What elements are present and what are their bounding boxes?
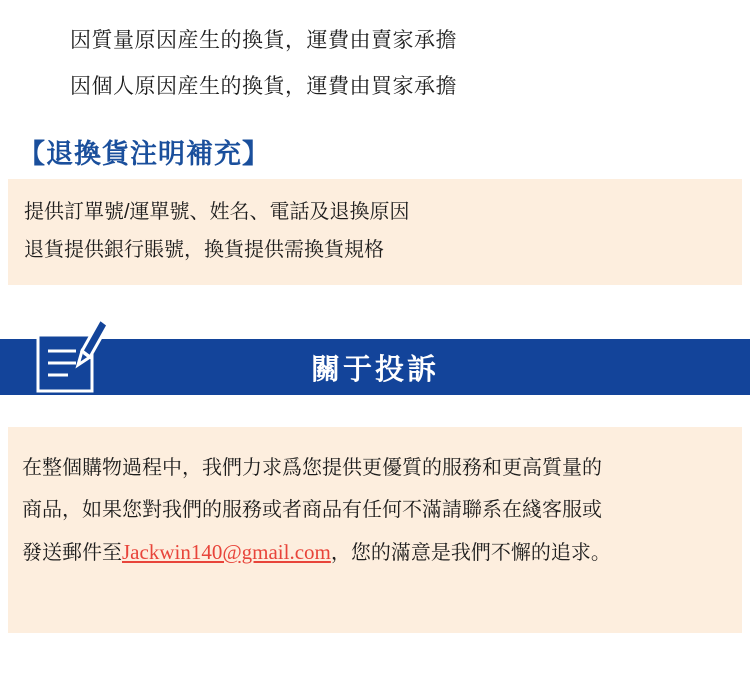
complaint-paragraph-line: 商品，如果您對我們的服務或者商品有任何不滿請聯系在綫客服或 [22,499,602,521]
return-policy-line: 因個人原因産生的換貨，運費由買家承擔 [70,75,457,98]
complaint-paragraph-box [8,427,742,633]
notes-line: 退貨提供銀行賬號，換貨提供需換貨規格 [24,239,384,261]
email-prefix-text: 發送郵件至 [22,542,122,564]
pencil-write-icon [34,313,114,395]
notes-line: 提供訂單號/運單號、姓名、電話及退換原因 [24,201,410,223]
return-policy-line: 因質量原因産生的換貨，運費由賣家承擔 [70,29,457,52]
complaint-paragraph-line-email [8,531,742,574]
notes-box [8,179,742,285]
support-email-link[interactable]: Jackwin140@gmail.com [122,540,331,564]
complaint-banner-title: 關于投訴 [310,353,439,386]
complaint-paragraph-line: 在整個購物過程中，我們力求爲您提供更優質的服務和更高質量的 [22,457,602,479]
notes-section-heading: 【退換貨注明補充】 [18,139,270,169]
return-policy-lines [0,0,750,110]
complaint-banner [0,339,750,403]
email-suffix-text: ，您的滿意是我們不懈的追求。 [330,542,611,564]
